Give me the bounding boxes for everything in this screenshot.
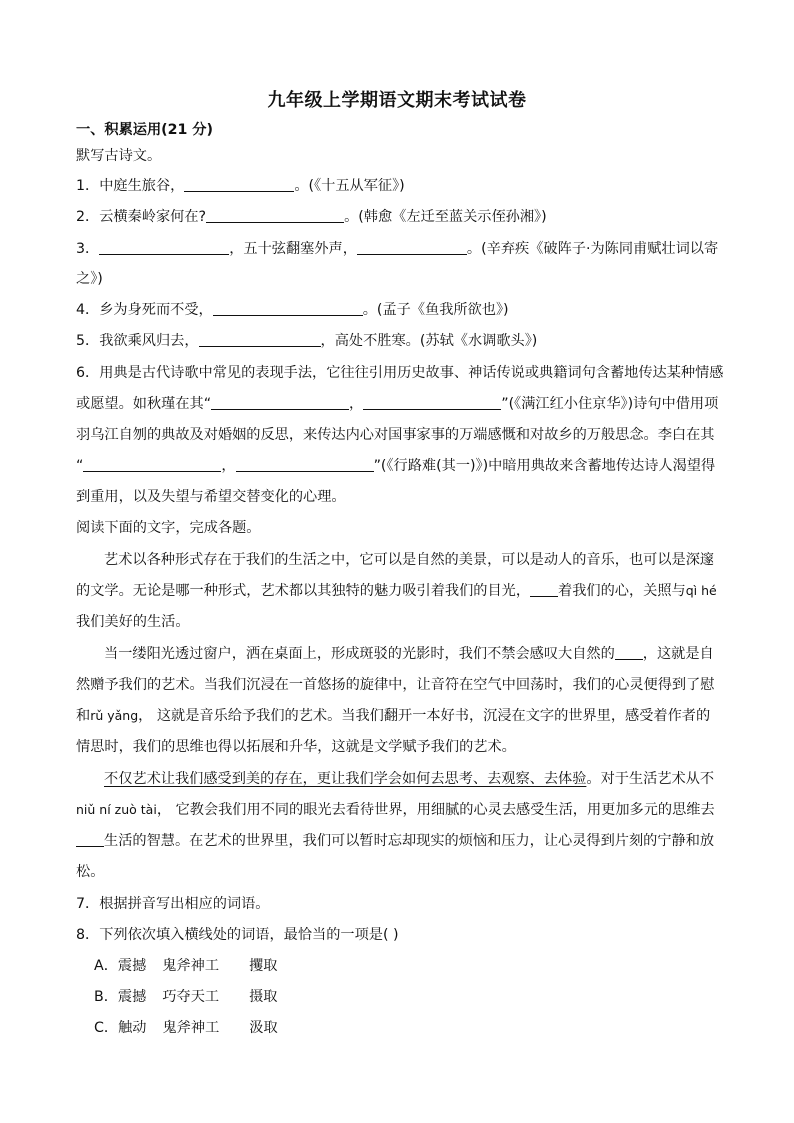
q3-text: ，五十弦翻塞外声，	[229, 241, 357, 257]
passage-text: ，这就是自	[642, 646, 714, 662]
q4-source: 。(孟子《鱼我所欲也》)	[362, 302, 509, 318]
underlined-sentence: 不仅艺术让我们感受到美的存在，更让我们学会如何去思考、去观察、去体验	[104, 771, 587, 787]
answer-blank[interactable]	[236, 458, 374, 472]
q6-comma: ，	[349, 396, 364, 412]
question-5	[76, 332, 537, 350]
question-6-line-3: 羽乌江自刎的典故及对婚姻的反思，来传达内心对国事家事的万端感慨和对故乡的万般思念。李白在其	[76, 427, 715, 443]
question-6-line-1: 6．用典是古代诗歌中常见的表现手法，它往往引用历史故事、神话传说或典籍词句含蓄地传达某种情感	[76, 365, 724, 381]
passage-p3-line-4: 松。	[76, 864, 105, 880]
question-7: 7．根据拼音写出相应的词语。	[76, 896, 270, 912]
option-word: 汲取	[249, 1020, 278, 1036]
answer-blank[interactable]	[184, 178, 294, 192]
q2-source: 。(韩愈《左迁至蓝关示侄孙湘》)	[344, 209, 547, 225]
q6-source: ”(《满江红小住京华》)诗句中借用项	[501, 396, 719, 412]
answer-blank[interactable]	[530, 583, 558, 597]
q6-quote-open: “	[76, 458, 84, 474]
section-heading: 一、积累运用(21 分)	[76, 122, 213, 138]
option-b[interactable]	[94, 988, 277, 1006]
option-label: C．	[94, 1020, 119, 1036]
option-word: 鬼斧神工	[162, 958, 220, 974]
passage-text: 着我们的心，关照与	[558, 583, 686, 599]
option-word: 巧夺天工	[162, 989, 220, 1005]
option-word: 震撼	[117, 989, 147, 1005]
section-intro: 默写古诗文。	[76, 148, 162, 164]
question-2	[76, 208, 547, 226]
passage-p1-line-2	[76, 582, 717, 600]
passage-text: ， 这就是音乐给予我们的艺术。当我们翻开一本好书，沉浸在文字的世界里，感受着作者的	[138, 708, 711, 724]
option-word: 攫取	[249, 958, 278, 974]
question-3-cont: 之》)	[76, 271, 103, 287]
passage-text: ， 它教会我们用不同的眼光去看待世界，用细腻的心灵去感受生活，用更加多元的思维去	[156, 802, 715, 818]
answer-blank[interactable]	[357, 241, 467, 255]
passage-p2-line-4: 情思时，我们的思维也得以拓展和升华，这就是文学赋予我们的艺术。	[76, 739, 516, 755]
q4-text: 4．乡为身死而不受，	[76, 302, 213, 318]
question-3	[76, 240, 718, 258]
q5-source: ，高处不胜寒。(苏轼《水调歌头》)	[320, 333, 538, 349]
question-1	[76, 177, 405, 195]
answer-blank[interactable]	[199, 333, 321, 347]
passage-p3-line-2	[76, 801, 715, 819]
passage-p3-line-1	[104, 770, 714, 788]
q6-text: 或愿望。如秋瑾在其“	[76, 396, 212, 412]
pinyin: qì hé	[685, 583, 717, 598]
answer-blank[interactable]	[99, 241, 229, 255]
passage-text: 的文学。无论是哪一种形式，艺术都以其独特的魅力吸引着我们的目光，	[76, 583, 531, 599]
question-4	[76, 301, 509, 319]
passage-p3-line-3	[76, 832, 714, 850]
answer-blank[interactable]	[206, 209, 344, 223]
q3-number: 3．	[76, 241, 100, 257]
answer-blank[interactable]	[363, 396, 501, 410]
passage-text: 和	[76, 708, 91, 724]
q2-text: 2．云横秦岭家何在?	[76, 209, 207, 225]
option-word: 触动	[118, 1020, 147, 1036]
q1-text: 1．中庭生旅谷，	[76, 178, 185, 194]
q5-text: 5．我欲乘风归去，	[76, 333, 199, 349]
pinyin: rǔ yǎng	[90, 708, 139, 723]
q6-source: ”(《行路难(其一)》)中暗用典故来含蓄地传达诗人渴望得	[373, 458, 716, 474]
page-title: 九年级上学期语文期末考试试卷	[267, 90, 527, 111]
answer-blank[interactable]	[83, 458, 221, 472]
pinyin: niǔ ní zuò tài	[76, 802, 157, 817]
option-c[interactable]	[94, 1019, 278, 1037]
q6-comma: ，	[221, 458, 236, 474]
option-label: A．	[94, 958, 118, 974]
question-6-line-5: 到重用，以及失望与希望交替变化的心理。	[76, 489, 346, 505]
question-6-line-4	[76, 457, 715, 475]
question-6-line-2	[76, 395, 718, 413]
q3-source: 。(辛弃疾《破阵子·为陈同甫赋壮词以寄	[466, 241, 719, 257]
passage-text: 当一缕阳光透过窗户，洒在桌面上，形成斑驳的光影时，我们不禁会感叹大自然的	[104, 646, 615, 662]
answer-blank[interactable]	[76, 833, 104, 847]
passage-p2-line-3	[76, 707, 710, 725]
option-a[interactable]	[94, 957, 277, 975]
option-label: B．	[94, 989, 118, 1005]
q1-source: 。(《十五从军征》)	[294, 178, 405, 194]
passage-p1-line-1: 艺术以各种形式存在于我们的生活之中，它可以是自然的美景，可以是动人的音乐，也可以是深邃	[104, 552, 715, 568]
answer-blank[interactable]	[213, 302, 363, 316]
passage-p2-line-1	[104, 645, 714, 663]
passage-p1-line-3: 我们美好的生活。	[76, 614, 190, 630]
question-8: 8．下列依次填入横线处的词语，最恰当的一项是( )	[76, 927, 399, 943]
reading-intro: 阅读下面的文字，完成各题。	[76, 520, 261, 536]
passage-text: 。对于生活艺术从不	[586, 771, 715, 787]
option-word: 震撼	[117, 958, 147, 974]
option-word: 鬼斧神工	[162, 1020, 220, 1036]
answer-blank[interactable]	[615, 646, 643, 660]
option-word: 摄取	[249, 989, 278, 1005]
answer-blank[interactable]	[211, 396, 349, 410]
passage-p2-line-2: 然赠予我们的艺术。当我们沉浸在一首悠扬的旋律中，让音符在空气中回荡时，我们的心灵便得到了慰	[76, 677, 715, 693]
passage-text: 生活的智慧。在艺术的世界里，我们可以暂时忘却现实的烦恼和压力，让心灵得到片刻的宁静和放	[104, 833, 715, 849]
